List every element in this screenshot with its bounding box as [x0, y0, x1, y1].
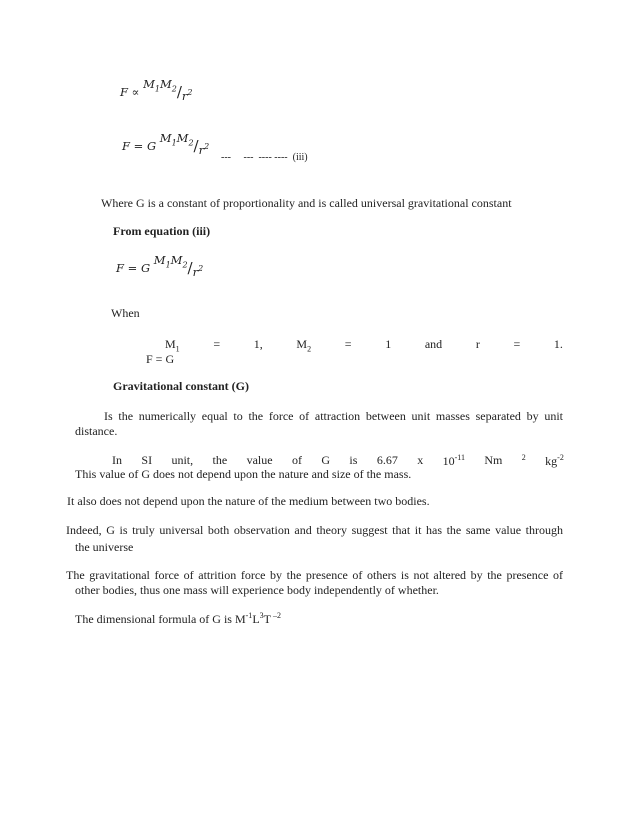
si-unit-line-2: This value of G does not depend upon the nature and size of the mass.: [75, 467, 412, 481]
equation-from-iii: F = G $M_1M_2/r^2$: [116, 253, 204, 279]
when-label: When: [111, 306, 140, 320]
from-equation-label: From equation (iii): [113, 224, 211, 238]
equation-newton-law: F = G $M_1M_2/r^2$: [122, 131, 210, 157]
fraction-denominator: $r^2$: [181, 88, 193, 103]
section-heading: Gravitational constant (G): [113, 379, 249, 393]
paragraph-medium: It also does not depend upon the nature of the medium between two bodies.: [67, 494, 430, 508]
where-text: Where G is a constant of proportionality and is called universal gravitational constant: [101, 196, 512, 210]
paragraph-line: other bodies, thus one mass will experience body independently of whether.: [75, 583, 439, 597]
dimensional-formula: The dimensional formula of G is $M^{-1}L^3T$ $^{-2}$: [75, 611, 281, 626]
condition-line: $M_1$ = 1, $M_2$ = 1 and r = 1.: [165, 337, 563, 354]
m1-value: $M_1$: [165, 337, 180, 354]
result-text: F = G: [146, 352, 175, 366]
si-unit-line: In SI unit, the value of G is 6.67 x $10^{-11}$ Nm $^2$ $kg^{-2}$: [112, 453, 564, 468]
paragraph-line: distance.: [75, 424, 118, 438]
paragraph-line: The gravitational force of attrition force by the presence of others is not altered by the presence of: [66, 568, 563, 582]
equation-tag: --- --- ---- ---- (iii): [221, 152, 308, 163]
m2-value: $M_2$: [296, 337, 312, 354]
paragraph-line: Indeed, G is truly universal both observation and theory suggest that it has the same value through: [66, 523, 563, 537]
paragraph-line: Is the numerically equal to the force of attraction between unit masses separated by unit: [104, 409, 563, 423]
fraction-numerator: $M_1M_2$: [143, 77, 177, 94]
paragraph-line: the universe: [75, 540, 134, 554]
equation-proportional: $F \propto M_1M_2/r^2$: [120, 77, 193, 103]
